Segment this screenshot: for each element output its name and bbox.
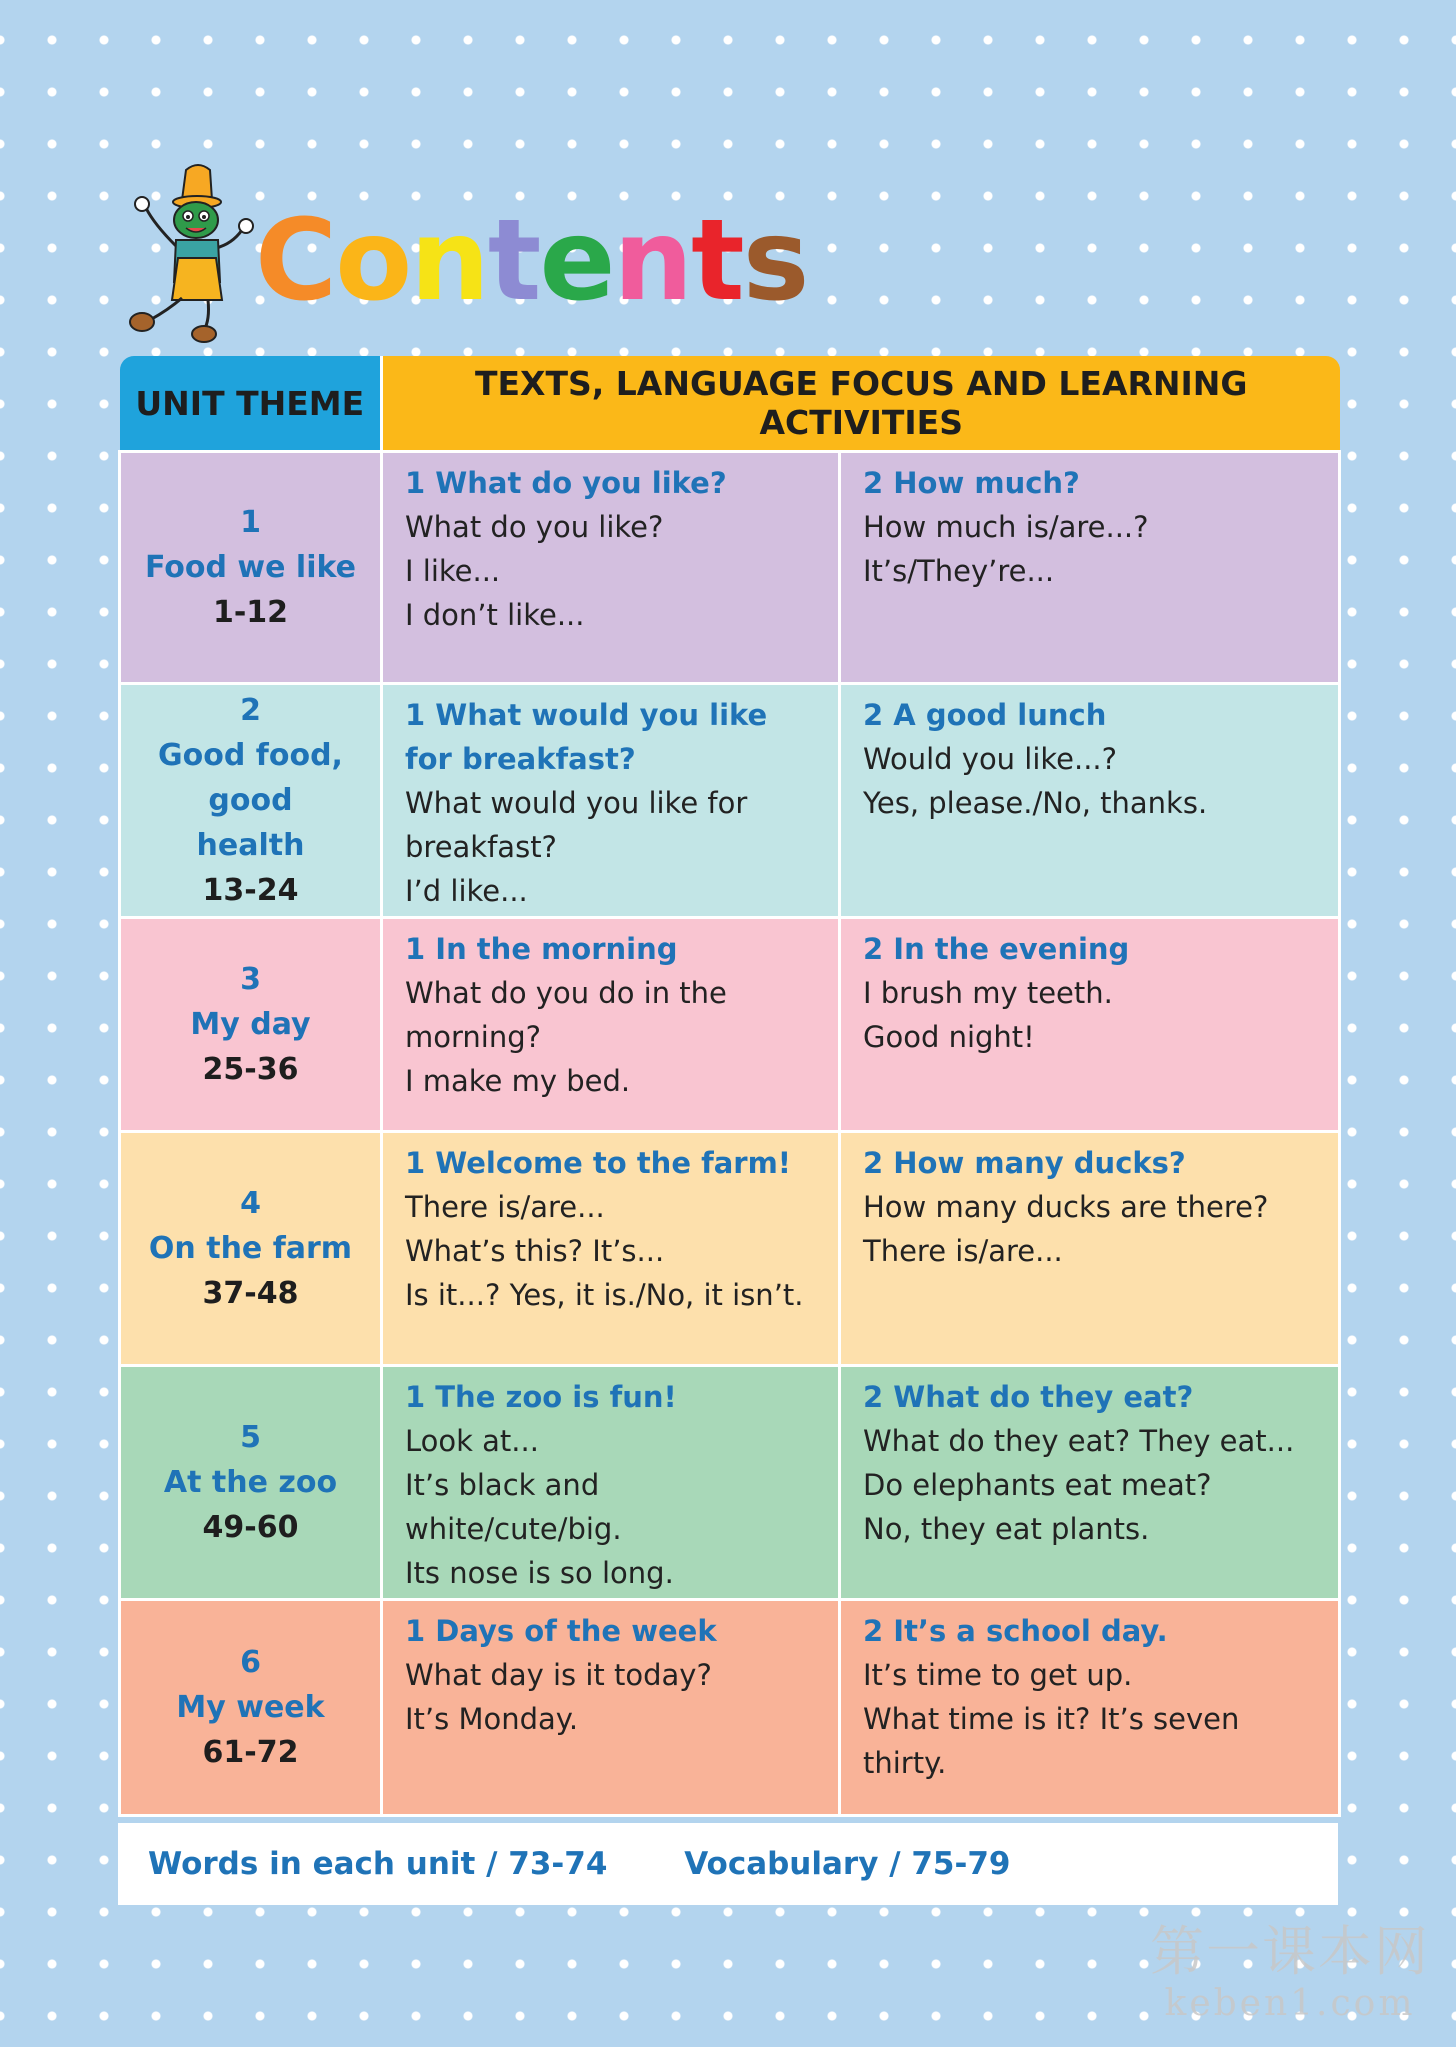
unit-title: At the zoo [163,1465,338,1500]
unit-number: 1 [240,505,261,540]
unit-title: My day [190,1007,311,1042]
unit-row [120,918,1340,1132]
unit-pages: 37-48 [202,1276,299,1311]
unit-row [120,684,1340,918]
watermark [1140,1920,1440,2024]
lesson-title[interactable]: 1 Days of the week [405,1614,717,1648]
lesson-cell [382,684,840,918]
words-in-each-unit-link[interactable]: Words in each unit / 73-74 [148,1846,608,1882]
unit-pages: 13-24 [202,873,299,908]
lesson-title[interactable]: 2 How many ducks? [863,1146,1186,1180]
language-focus-line: Good night! [863,1020,1035,1054]
lesson-title[interactable]: 2 What do they eat? [863,1380,1194,1414]
lesson-cell [840,1600,1340,1816]
watermark-url: keben1.com [1164,1983,1416,2024]
language-focus-line: Is it...? Yes, it is./No, it isn’t. [405,1278,804,1312]
vocabulary-link[interactable]: Vocabulary / 75-79 [684,1846,1011,1882]
unit-title: On the farm [148,1231,353,1266]
lesson-cell [382,918,840,1132]
lesson-title[interactable]: 1 Welcome to the farm! [405,1146,792,1180]
watermark-text: 第一课本网 [1150,1920,1430,1983]
language-focus-line: What day is it today? [405,1658,712,1692]
unit-row [120,452,1340,684]
unit-number: 2 [240,693,261,728]
unit-row [120,1366,1340,1600]
lesson-cell [840,918,1340,1132]
language-focus-line: What do you do in the morning? [405,976,727,1054]
lesson-title[interactable]: 1 What would you like for breakfast? [405,698,768,776]
language-focus-line: There is/are... [863,1234,1063,1268]
activities-header: TEXTS, LANGUAGE FOCUS AND LEARNING ACTIVITIES [382,356,1340,452]
lesson-title[interactable]: 2 In the evening [863,932,1130,966]
unit-number: 4 [240,1186,261,1221]
unit-cell[interactable] [120,452,382,684]
lesson-title[interactable]: 2 How much? [863,466,1080,500]
lesson-cell [840,1132,1340,1366]
title-letter: C [255,196,336,326]
lesson-cell [840,1366,1340,1600]
footer-bar [118,1823,1338,1905]
language-focus-line: What do you like? [405,510,664,544]
lesson-title[interactable]: 2 It’s a school day. [863,1614,1168,1648]
language-focus-line: There is/are... [405,1190,605,1224]
unit-row [120,1132,1340,1366]
contents-table [118,356,1341,1817]
language-focus-line: I’d like... [405,874,528,908]
title-letter: t [691,196,743,326]
unit-number: 6 [240,1645,261,1680]
language-focus-line: What time is it? It’s seven thirty. [863,1702,1240,1780]
unit-cell[interactable] [120,918,382,1132]
unit-theme-header: UNIT THEME [120,356,382,452]
title-letter: s [742,196,808,326]
language-focus-line: What’s this? It’s... [405,1234,665,1268]
unit-title: Good food, good health [158,738,343,863]
lesson-cell [382,1132,840,1366]
unit-cell[interactable] [120,1366,382,1600]
title-letter: e [539,196,614,326]
language-focus-line: No, they eat plants. [863,1512,1150,1546]
language-focus-line: Do elephants eat meat? [863,1468,1212,1502]
unit-pages: 1-12 [212,595,289,630]
unit-row [120,1600,1340,1816]
unit-pages: 61-72 [202,1735,299,1770]
language-focus-line: Its nose is so long. [405,1556,674,1590]
lesson-cell [382,1600,840,1816]
language-focus-line: Yes, please./No, thanks. [863,786,1208,820]
language-focus-line: I brush my teeth. [863,976,1113,1010]
table-header-row [120,356,1340,452]
mascot-illustration [120,160,260,345]
unit-title: Food we like [145,550,356,585]
lesson-cell [840,452,1340,684]
unit-title: My week [176,1690,325,1725]
unit-number: 5 [240,1420,261,1455]
page-title [255,196,808,326]
title-letter: t [487,196,540,326]
unit-number: 3 [240,962,261,997]
language-focus-line: How much is/are...? [863,510,1149,544]
lesson-cell [840,684,1340,918]
lesson-title[interactable]: 1 What do you like? [405,466,727,500]
unit-cell[interactable] [120,1600,382,1816]
language-focus-line: Would you like...? [863,742,1118,776]
language-focus-line: I make my bed. [405,1064,631,1098]
title-letter: o [335,196,411,326]
lesson-title[interactable]: 1 The zoo is fun! [405,1380,677,1414]
unit-pages: 49-60 [202,1510,299,1545]
language-focus-line: It’s Monday. [405,1702,579,1736]
title-letter: n [410,196,488,326]
language-focus-line: What would you like for breakfast? [405,786,748,864]
lesson-cell [382,1366,840,1600]
language-focus-line: It’s black and white/cute/big. [405,1468,622,1546]
language-focus-line: How many ducks are there? [863,1190,1269,1224]
lesson-cell [382,452,840,684]
title-letter: n [613,196,692,326]
language-focus-line: It’s time to get up. [863,1658,1133,1692]
language-focus-line: Look at... [405,1424,539,1458]
language-focus-line: What do they eat? They eat... [863,1424,1295,1458]
lesson-title[interactable]: 2 A good lunch [863,698,1107,732]
unit-pages: 25-36 [202,1052,299,1087]
language-focus-line: I like... [405,554,501,588]
unit-cell[interactable] [120,1132,382,1366]
lesson-title[interactable]: 1 In the morning [405,932,678,966]
language-focus-line: It’s/They’re... [863,554,1055,588]
unit-cell[interactable] [120,684,382,918]
language-focus-line: I don’t like... [405,598,585,632]
